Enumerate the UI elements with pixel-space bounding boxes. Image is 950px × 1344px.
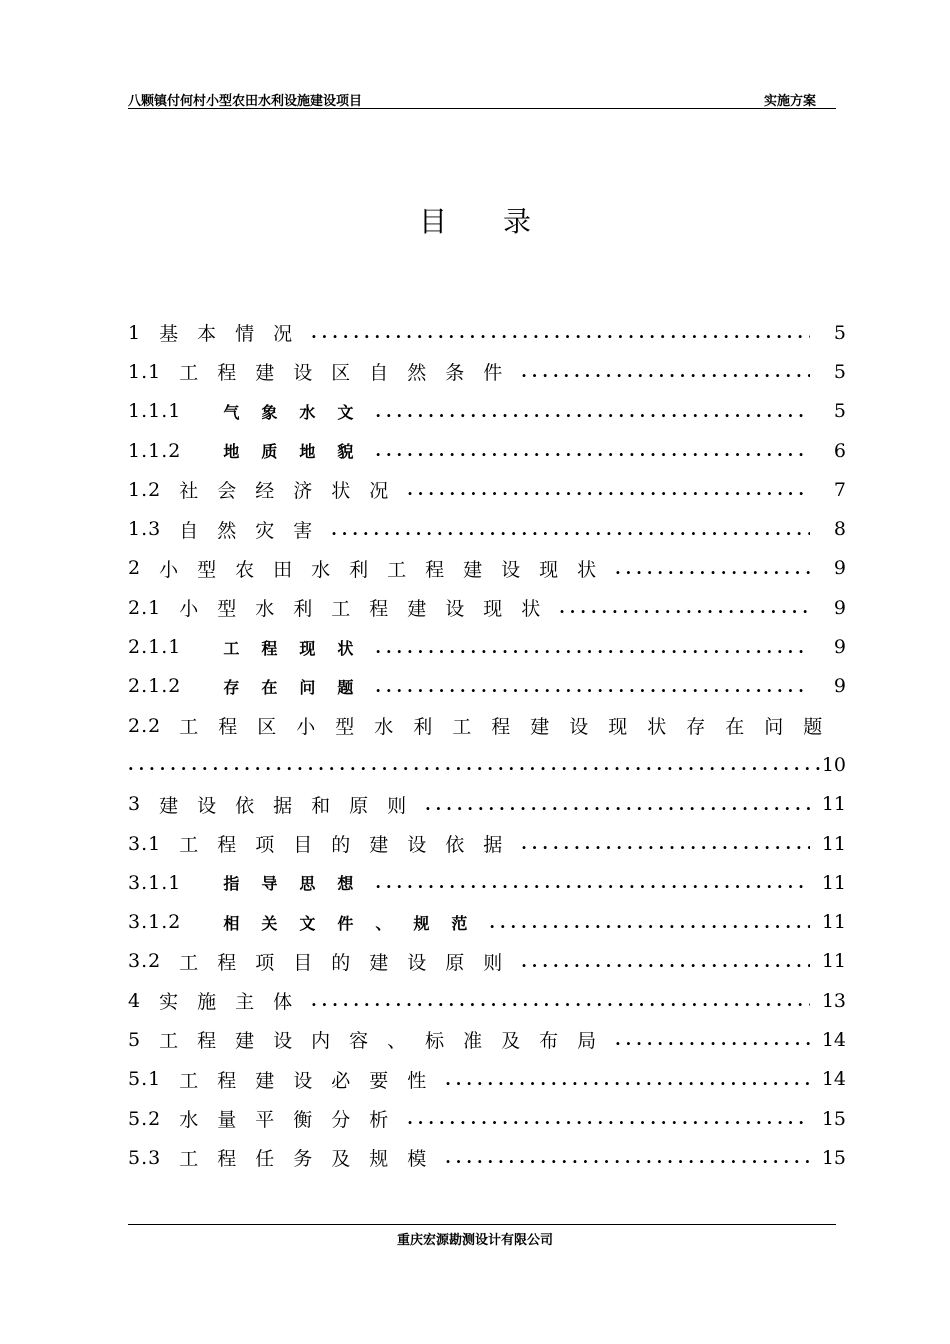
toc-entry-page: 15 <box>821 1107 846 1130</box>
toc-entry[interactable] <box>128 470 846 509</box>
toc-title: 目录 <box>418 205 587 238</box>
toc-entry-page: 11 <box>821 911 846 934</box>
toc-entry-page: 14 <box>821 1068 846 1091</box>
toc-entry[interactable] <box>128 863 846 902</box>
toc-entry[interactable] <box>128 431 846 470</box>
toc-entry-number: 3 <box>128 793 142 816</box>
toc-leader <box>375 677 810 696</box>
toc-entry[interactable] <box>128 824 846 863</box>
header-project-title: 八颗镇付何村小型农田水利设施建设项目 <box>128 94 363 109</box>
toc-entry-number: 4 <box>128 989 142 1012</box>
toc-entry-page: 15 <box>821 1146 846 1169</box>
header-doc-type: 实施方案 <box>763 94 816 109</box>
toc-entry[interactable] <box>128 785 846 824</box>
toc-entry-label: 自然灾害 <box>179 519 332 542</box>
toc-entry-label: 气象水文 <box>223 402 376 422</box>
toc-entry-label: 水量平衡分析 <box>179 1109 408 1132</box>
toc-entry-page: 11 <box>821 832 846 855</box>
toc-entry[interactable] <box>128 1060 846 1099</box>
toc-leader <box>445 1148 810 1167</box>
page-footer-company: 重庆宏源勘测设计有限公司 <box>396 1233 553 1248</box>
toc-entry[interactable] <box>128 667 846 706</box>
toc-leader <box>521 362 810 381</box>
toc-leader <box>128 755 822 774</box>
toc-entry-page: 13 <box>821 989 846 1012</box>
toc-entry[interactable] <box>128 706 846 745</box>
toc-entry-page: 9 <box>833 596 846 619</box>
toc-entry-page: 14 <box>821 1028 846 1051</box>
toc-entry-label: 小型水利工程建设现状 <box>179 598 560 621</box>
toc-entry[interactable] <box>128 549 846 588</box>
toc-entry[interactable] <box>128 627 846 666</box>
toc-entry[interactable] <box>128 981 846 1020</box>
toc-entry-page: 5 <box>833 321 846 344</box>
toc-entry-number: 2.1 <box>128 596 162 619</box>
toc-entry-label: 地质地貌 <box>223 442 376 462</box>
toc-entry-label: 工程建设区自然条件 <box>179 362 522 385</box>
toc-leader <box>311 323 810 342</box>
toc-leader <box>559 598 810 617</box>
toc-entry[interactable] <box>128 1138 846 1177</box>
toc-leader <box>407 1109 810 1128</box>
toc-entry-label: 基本情况 <box>159 323 312 346</box>
toc-entry-label: 实施主体 <box>159 991 312 1014</box>
toc-entry-page: 11 <box>821 871 846 894</box>
toc-entry-label: 存在问题 <box>223 677 376 697</box>
toc-entry[interactable] <box>128 588 846 627</box>
toc-entry-number: 1 <box>128 321 142 344</box>
toc-entry-number: 5.3 <box>128 1146 162 1169</box>
toc-entry[interactable] <box>128 902 846 941</box>
toc-entry-label: 工程项目的建设原则 <box>179 951 522 974</box>
toc-leader <box>615 559 810 578</box>
toc-entry-number: 3.1.1 <box>128 871 182 894</box>
toc-leader <box>489 913 809 932</box>
toc-entry-label: 相关文件、规范 <box>223 913 490 933</box>
toc-leader <box>615 1030 810 1049</box>
toc-entry-number: 1.1 <box>128 360 162 383</box>
toc-entry-number: 1.1.1 <box>128 400 182 423</box>
toc-leader <box>445 1070 810 1089</box>
toc-entry[interactable] <box>128 313 846 352</box>
toc-entry-page: 11 <box>821 793 846 816</box>
toc-entry-label: 小型农田水利工程建设现状 <box>159 558 616 581</box>
toc-entry-number: 5.1 <box>128 1068 162 1091</box>
toc-entry-label: 工程区小型水利工程建设现状存在问题 <box>179 716 843 739</box>
toc-leader <box>375 441 810 460</box>
toc-entry[interactable] <box>128 509 846 548</box>
toc-leader <box>375 402 810 421</box>
toc-entry[interactable] <box>128 352 846 391</box>
toc-entry-label: 工程建设必要性 <box>179 1069 446 1092</box>
toc-entry-page: 9 <box>833 636 846 659</box>
toc-entry-page: 5 <box>833 400 846 423</box>
toc-entry-page: 8 <box>833 518 846 541</box>
toc-leader <box>425 795 810 814</box>
toc-entry-page: 11 <box>821 950 846 973</box>
toc-entry-page: 7 <box>833 478 846 501</box>
toc-leader <box>311 991 810 1010</box>
toc-leader <box>375 873 809 892</box>
toc-entry-number: 1.2 <box>128 478 162 501</box>
toc-entry-page: 9 <box>833 557 846 580</box>
toc-entry-number: 5.2 <box>128 1107 162 1130</box>
toc-entry[interactable] <box>128 1020 846 1059</box>
toc-leader <box>375 638 810 657</box>
toc-leader <box>521 834 810 853</box>
toc-entry-page: 10 <box>821 753 846 776</box>
toc-entry-page: 5 <box>833 360 846 383</box>
toc-entry[interactable] <box>128 942 846 981</box>
toc-entry-page: 6 <box>833 439 846 462</box>
toc-entry-continuation[interactable] <box>128 745 846 784</box>
toc-entry-label: 工程任务及规模 <box>179 1148 446 1171</box>
toc-entry-label: 社会经济状况 <box>179 480 408 503</box>
toc-entry-number: 2.1.1 <box>128 636 182 659</box>
toc-entry-number: 3.2 <box>128 950 162 973</box>
toc-entry-number: 5 <box>128 1028 142 1051</box>
toc-leader <box>407 480 810 499</box>
toc-entry-number: 2.2 <box>128 714 162 737</box>
toc-leader <box>521 952 810 971</box>
toc-entry-number: 1.1.2 <box>128 439 182 462</box>
toc-entry-number: 2 <box>128 557 142 580</box>
toc-entry-label: 指导思想 <box>223 874 376 894</box>
toc-entry[interactable] <box>128 392 846 431</box>
toc-entry-number: 1.3 <box>128 518 162 541</box>
table-of-contents <box>128 313 846 1178</box>
toc-entry-number: 3.1.2 <box>128 911 182 934</box>
toc-entry-number: 2.1.2 <box>128 675 182 698</box>
toc-leader <box>331 520 810 539</box>
footer-divider <box>128 1224 836 1225</box>
toc-entry[interactable] <box>128 1099 846 1138</box>
toc-entry-label: 工程项目的建设依据 <box>179 834 522 856</box>
toc-entry-label: 工程建设内容、标准及布局 <box>159 1030 616 1053</box>
toc-entry-page: 9 <box>833 675 846 698</box>
toc-entry-number: 3.1 <box>128 832 162 855</box>
toc-entry-label: 工程现状 <box>223 638 376 658</box>
page-header <box>128 90 836 109</box>
toc-entry-label: 建设依据和原则 <box>159 794 426 817</box>
